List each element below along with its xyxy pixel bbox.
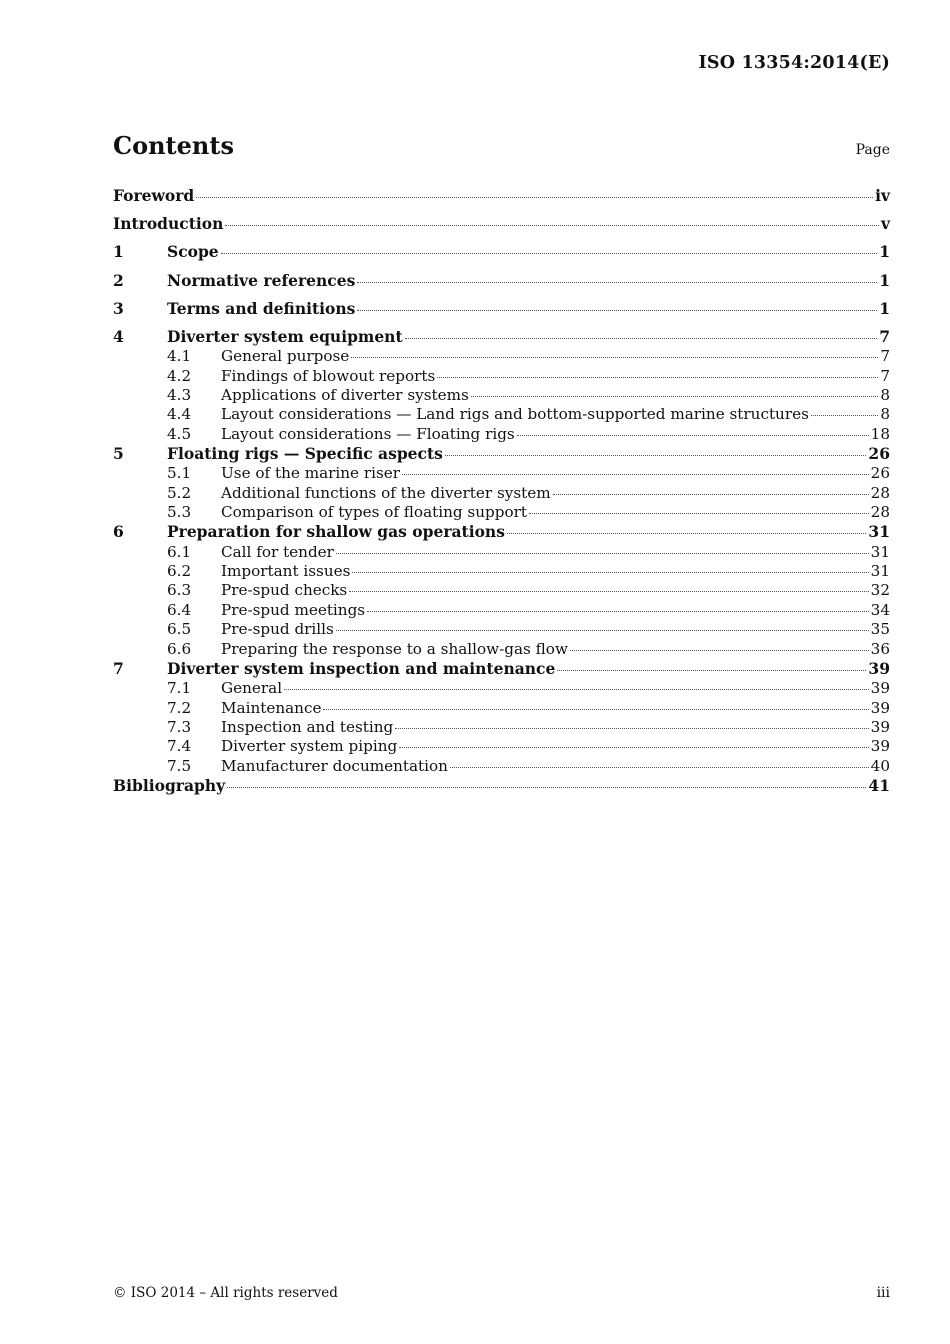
toc-entry-title: Findings of blowout reports <box>221 366 436 385</box>
dot-leader <box>284 688 869 690</box>
toc-entry-page: iv <box>875 186 890 205</box>
dot-leader <box>437 376 878 378</box>
toc-entry-number: 4.4 <box>167 405 192 424</box>
toc-entry-title: Terms and definitions <box>167 298 356 318</box>
toc-entry[interactable] <box>113 242 890 270</box>
toc-subentry[interactable] <box>113 679 890 698</box>
dot-leader <box>471 395 879 397</box>
toc-entry-title: Diverter system inspection and maintenance <box>167 658 556 678</box>
dot-leader <box>529 512 869 514</box>
toc-subentry[interactable] <box>113 347 890 366</box>
toc-subentry[interactable] <box>113 620 890 639</box>
copyright-notice: © ISO 2014 – All rights reserved <box>113 1285 338 1301</box>
dot-leader <box>349 590 868 592</box>
dot-leader <box>225 224 879 226</box>
toc-entry-page: 31 <box>870 562 890 581</box>
toc-entry[interactable] <box>113 214 890 242</box>
toc-entry[interactable] <box>113 186 890 214</box>
toc-entry-page: 39 <box>868 658 890 678</box>
toc-entry-title: Layout considerations — Land rigs and bottom-supported marine structures <box>221 405 809 424</box>
toc-entry-page: 36 <box>870 639 890 658</box>
toc-entry-title: Pre-spud checks <box>221 581 348 600</box>
toc-entry-page: 40 <box>870 756 890 775</box>
toc-entry-number: 4.5 <box>167 424 192 443</box>
toc-entry-page: 41 <box>868 776 890 796</box>
toc-entry-title: Floating rigs — Specific aspects <box>167 444 443 464</box>
toc-entry-title: Diverter system piping <box>221 737 398 756</box>
toc-subentry[interactable] <box>113 581 890 600</box>
dot-leader <box>227 786 866 788</box>
toc-entry-title: Additional functions of the diverter system <box>221 483 551 502</box>
dot-leader <box>352 571 868 573</box>
toc-entry-title: Foreword <box>113 186 195 205</box>
toc-entry-title: Normative references <box>167 270 356 290</box>
toc-entry-title: General purpose <box>221 347 350 366</box>
toc-entry-page: 28 <box>870 503 890 522</box>
dot-leader <box>357 281 877 283</box>
toc-entry-title: Applications of diverter systems <box>221 385 469 404</box>
toc-entry-page: 7 <box>879 326 890 346</box>
toc-entry-number: 6.3 <box>167 581 192 600</box>
toc-subentry[interactable] <box>113 386 890 405</box>
toc-entry[interactable] <box>113 776 890 804</box>
toc-entry-number: 4.1 <box>167 347 192 366</box>
toc-entry-number: 5.1 <box>167 464 192 483</box>
footer-page-number: iii <box>876 1285 890 1301</box>
toc-entry-page: 18 <box>870 424 890 443</box>
toc-entry-title: Pre-spud drills <box>221 620 334 639</box>
toc-entry-title: Scope <box>167 242 219 262</box>
toc-subentry[interactable] <box>113 601 890 620</box>
dot-leader <box>405 337 878 339</box>
dot-leader <box>811 414 878 416</box>
toc-entry-title: Preparing the response to a shallow-gas flow <box>221 639 568 658</box>
dot-leader <box>570 649 869 651</box>
toc-entry-page: 35 <box>870 620 890 639</box>
dot-leader <box>336 629 869 631</box>
dot-leader <box>323 708 868 710</box>
dot-leader <box>357 309 877 311</box>
toc-entry-number: 6 <box>113 522 124 542</box>
dot-leader <box>445 454 867 456</box>
toc-entry-page: 28 <box>870 483 890 502</box>
dot-leader <box>517 434 869 436</box>
toc-entry[interactable] <box>113 299 890 327</box>
toc-entry-page: 32 <box>870 581 890 600</box>
contents-heading: Contents <box>113 131 234 160</box>
toc-entry-title: Layout considerations — Floating rigs <box>221 424 515 443</box>
toc-entry-number: 2 <box>113 270 124 290</box>
toc-subentry[interactable] <box>113 503 890 522</box>
toc-entry-page: 39 <box>870 679 890 698</box>
dot-leader <box>395 727 868 729</box>
toc-entry-page: 7 <box>880 366 890 385</box>
toc-entry-number: 6.5 <box>167 620 192 639</box>
toc-entry-page: 39 <box>870 737 890 756</box>
toc-subentry[interactable] <box>113 484 890 503</box>
dot-leader <box>507 532 867 534</box>
toc-entry-number: 7.2 <box>167 698 192 717</box>
toc-entry-page: 8 <box>880 385 890 404</box>
toc-entry-page: 34 <box>870 600 890 619</box>
toc-entry-page: 8 <box>880 405 890 424</box>
document-id: ISO 13354:2014(E) <box>698 53 890 73</box>
toc-entry-page: 31 <box>868 522 890 542</box>
toc-entry-number: 1 <box>113 242 124 262</box>
toc-subentry[interactable] <box>113 367 890 386</box>
toc-entry-number: 5.2 <box>167 483 192 502</box>
toc-entry-page: 26 <box>870 464 890 483</box>
toc-entry-number: 6.1 <box>167 542 192 561</box>
toc-entry-number: 5 <box>113 444 124 464</box>
toc-entry-number: 3 <box>113 298 124 318</box>
toc-subentry[interactable] <box>113 562 890 581</box>
toc-entry-page: 1 <box>879 242 890 262</box>
toc-entry-title: Bibliography <box>113 776 226 796</box>
dot-leader <box>367 610 869 612</box>
toc-entry-title: Comparison of types of floating support <box>221 503 527 522</box>
toc-entry-page: 7 <box>880 347 890 366</box>
toc-entry-number: 4.2 <box>167 366 192 385</box>
toc-subentry[interactable] <box>113 425 890 444</box>
toc-entry-page: 39 <box>870 717 890 736</box>
toc-entry-number: 7.4 <box>167 737 192 756</box>
toc-entry-number: 5.3 <box>167 503 192 522</box>
dot-leader <box>221 252 878 254</box>
toc-entry-page: 39 <box>870 698 890 717</box>
dot-leader <box>196 196 873 198</box>
toc-subentry[interactable] <box>113 640 890 659</box>
toc-entry-title: Inspection and testing <box>221 717 394 736</box>
toc-entry-title: Diverter system equipment <box>167 326 403 346</box>
toc-entry-title: Call for tender <box>221 542 334 561</box>
toc-subentry[interactable] <box>113 757 890 776</box>
toc-entry-title: Introduction <box>113 214 224 234</box>
toc-entry-page: 31 <box>870 542 890 561</box>
toc-entry-title: Important issues <box>221 562 351 581</box>
toc-entry-page: 26 <box>868 444 890 464</box>
toc-subentry[interactable] <box>113 737 890 756</box>
page-column-label: Page <box>855 142 890 158</box>
toc-entry-title: Manufacturer documentation <box>221 756 448 775</box>
dot-leader <box>557 669 866 671</box>
dot-leader <box>402 473 869 475</box>
toc-entry-title: General <box>221 679 283 698</box>
toc-entry-page: v <box>880 214 890 234</box>
toc-entry-number: 6.4 <box>167 600 192 619</box>
toc-entry-page: 1 <box>879 298 890 318</box>
toc-entry-title: Maintenance <box>221 698 322 717</box>
toc-entry-number: 7.3 <box>167 717 192 736</box>
toc-subentry[interactable] <box>113 543 890 562</box>
toc-subentry[interactable] <box>113 464 890 483</box>
dot-leader <box>399 746 868 748</box>
dot-leader <box>553 493 869 495</box>
toc-entry-title: Preparation for shallow gas operations <box>167 522 505 542</box>
toc-entry-number: 7 <box>113 658 124 678</box>
toc-entry-title: Pre-spud meetings <box>221 600 366 619</box>
toc-entry-number: 6.6 <box>167 639 192 658</box>
toc-subentry[interactable] <box>113 405 890 424</box>
toc-entry-number: 4.3 <box>167 385 192 404</box>
dot-leader <box>450 766 869 768</box>
toc-entry-title: Use of the marine riser <box>221 464 401 483</box>
toc-subentry[interactable] <box>113 718 890 737</box>
toc-entry-number: 4 <box>113 326 124 346</box>
toc-entry-number: 7.1 <box>167 679 192 698</box>
dot-leader <box>336 552 869 554</box>
toc-entry[interactable] <box>113 271 890 299</box>
table-of-contents <box>113 186 890 804</box>
toc-entry-number: 7.5 <box>167 756 192 775</box>
toc-entry-number: 6.2 <box>167 562 192 581</box>
toc-entry-page: 1 <box>879 270 890 290</box>
toc-subentry[interactable] <box>113 699 890 718</box>
dot-leader <box>351 356 878 358</box>
